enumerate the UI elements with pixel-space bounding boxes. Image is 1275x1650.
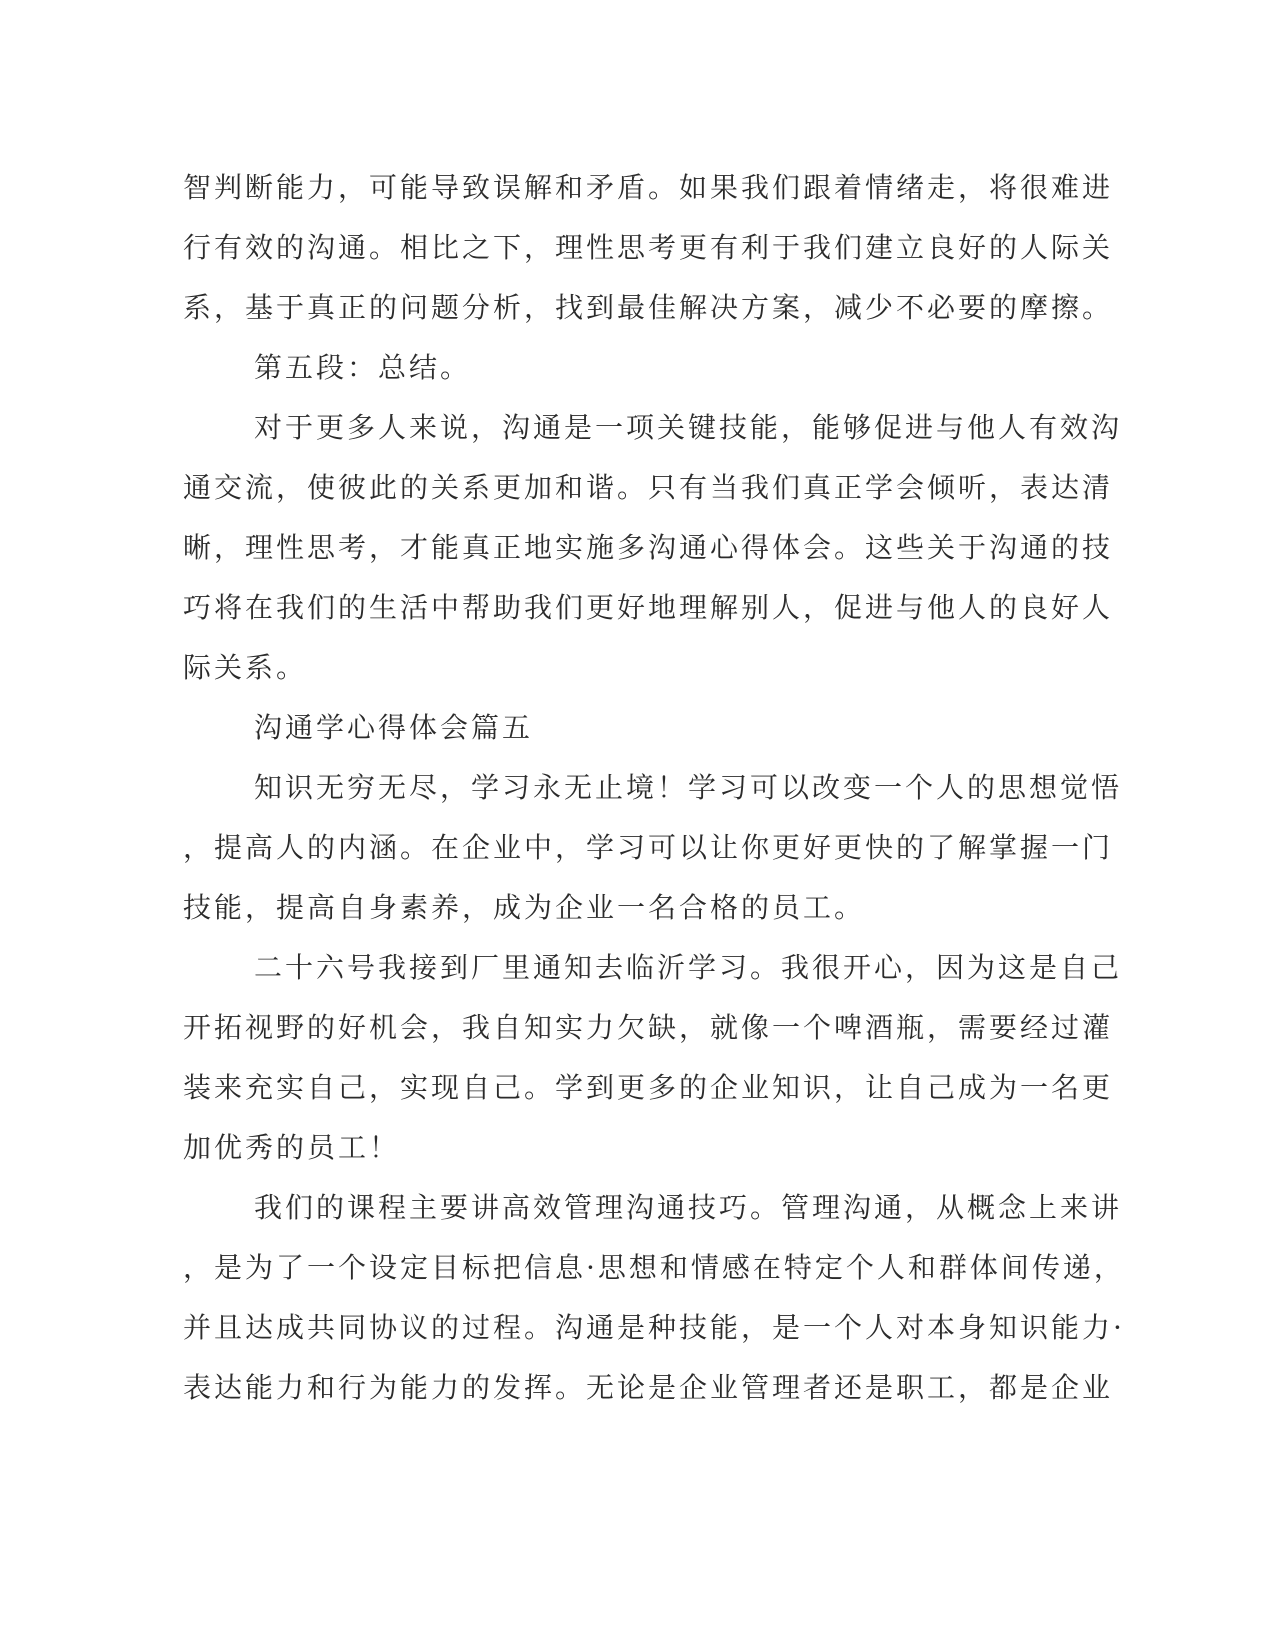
- text-line: 技能，提高自身素养，成为企业一名合格的员工。: [183, 891, 866, 924]
- text-line: 对于更多人来说，沟通是一项关键技能，能够促进与他人有效沟: [254, 411, 1123, 444]
- text-line: 表达能力和行为能力的发挥。无论是企业管理者还是职工，都是企业: [183, 1371, 1114, 1404]
- text-line: 晰，理性思考，才能真正地实施多沟通心得体会。这些关于沟通的技: [183, 531, 1114, 564]
- text-line: 际关系。: [183, 651, 308, 684]
- text-line: 二十六号我接到厂里通知去临沂学习。我很开心，因为这是自己: [254, 951, 1123, 984]
- text-line: 开拓视野的好机会，我自知实力欠缺，就像一个啤酒瓶，需要经过灌: [183, 1011, 1114, 1044]
- text-line: 系，基于真正的问题分析，找到最佳解决方案，减少不必要的摩擦。: [183, 291, 1114, 324]
- text-line: 并且达成共同协议的过程。沟通是种技能，是一个人对本身知识能力·: [183, 1311, 1125, 1344]
- text-line: 智判断能力，可能导致误解和矛盾。如果我们跟着情绪走，将很难进: [183, 171, 1114, 204]
- text-line: 我们的课程主要讲高效管理沟通技巧。管理沟通，从概念上来讲: [254, 1191, 1123, 1224]
- text-line: 知识无穷无尽，学习永无止境！学习可以改变一个人的思想觉悟: [254, 771, 1123, 804]
- text-line: 行有效的沟通。相比之下，理性思考更有利于我们建立良好的人际关: [183, 231, 1114, 264]
- text-line: 装来充实自己，实现自己。学到更多的企业知识，让自己成为一名更: [183, 1071, 1114, 1104]
- article-title: 沟通学心得体会篇五: [254, 711, 534, 744]
- section-heading: 第五段：总结。: [254, 351, 472, 384]
- text-line: 通交流，使彼此的关系更加和谐。只有当我们真正学会倾听，表达清: [183, 471, 1114, 504]
- text-line: ，提高人的内涵。在企业中，学习可以让你更好更快的了解掌握一门: [183, 831, 1114, 864]
- text-line: 巧将在我们的生活中帮助我们更好地理解别人，促进与他人的良好人: [183, 591, 1114, 624]
- text-line: ，是为了一个设定目标把信息·思想和情感在特定个人和群体间传递，: [183, 1251, 1125, 1284]
- text-line: 加优秀的员工！: [183, 1131, 401, 1164]
- document-body: [183, 158, 1125, 1418]
